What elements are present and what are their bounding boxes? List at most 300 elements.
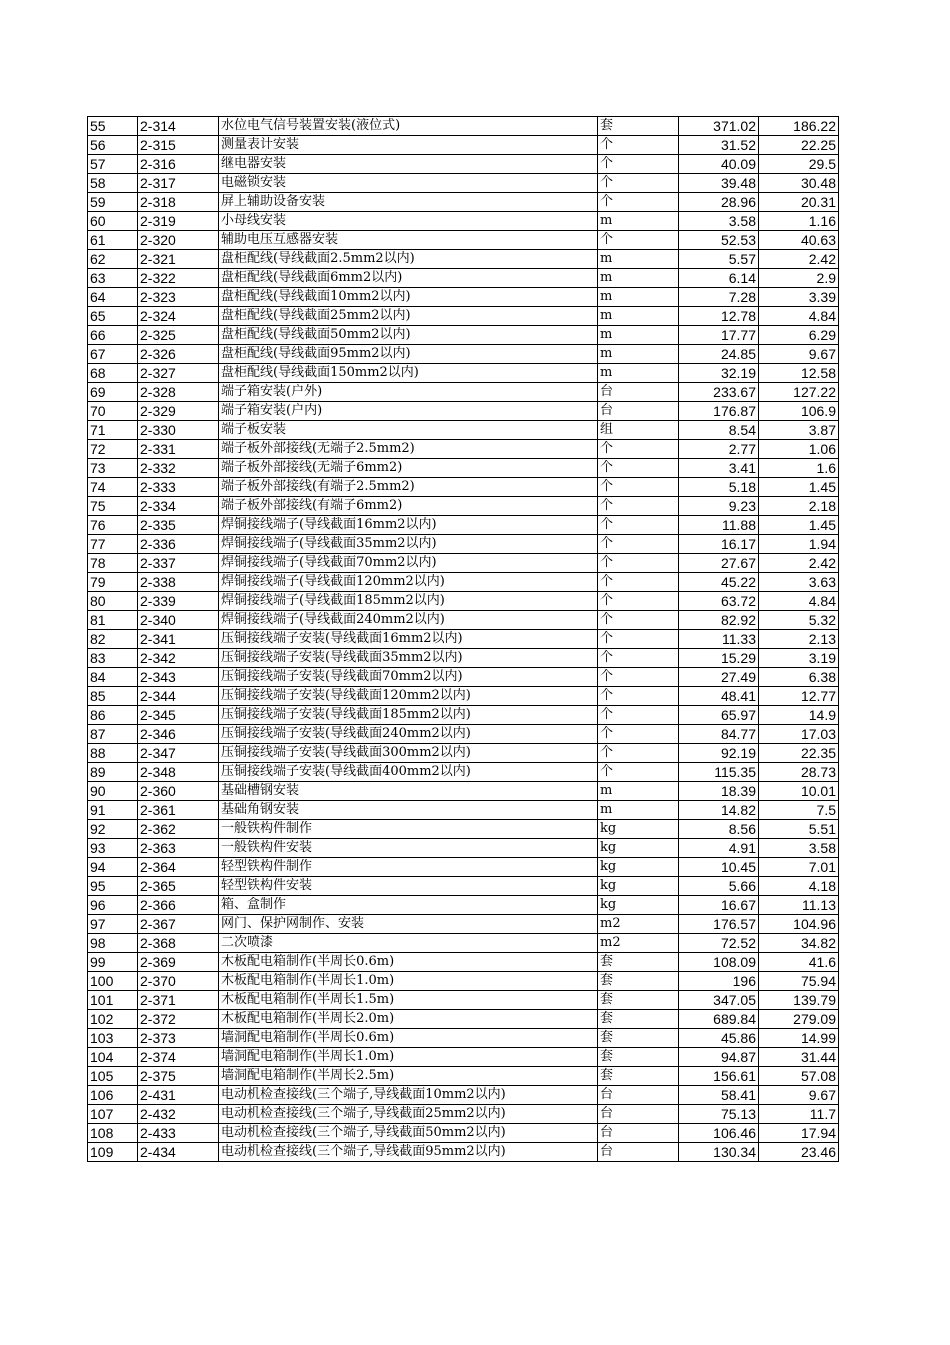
base-price-cell: 2.77 <box>679 440 759 459</box>
base-price-cell: 115.35 <box>679 763 759 782</box>
quota-code-cell: 2-368 <box>138 934 219 953</box>
table-row <box>88 706 839 725</box>
quota-code-cell: 2-327 <box>138 364 219 383</box>
table-row <box>88 877 839 896</box>
row-number-cell: 76 <box>88 516 138 535</box>
table-row <box>88 1105 839 1124</box>
unit-cell: kg <box>598 858 679 877</box>
unit-cell: 套 <box>598 972 679 991</box>
labor-cost-cell: 186.22 <box>759 117 839 136</box>
row-number-cell: 68 <box>88 364 138 383</box>
quota-code-cell: 2-324 <box>138 307 219 326</box>
labor-cost-cell: 139.79 <box>759 991 839 1010</box>
labor-cost-cell: 4.84 <box>759 307 839 326</box>
quota-code-cell: 2-372 <box>138 1010 219 1029</box>
unit-cell: 个 <box>598 706 679 725</box>
table-row <box>88 1143 839 1162</box>
item-name-cell: 焊铜接线端子(导线截面120mm2以内) <box>219 573 598 592</box>
unit-cell: 套 <box>598 1029 679 1048</box>
item-name-cell: 压铜接线端子安装(导线截面16mm2以内) <box>219 630 598 649</box>
quota-code-cell: 2-366 <box>138 896 219 915</box>
unit-cell: 台 <box>598 1105 679 1124</box>
labor-cost-cell: 2.13 <box>759 630 839 649</box>
table-row <box>88 991 839 1010</box>
base-price-cell: 45.22 <box>679 573 759 592</box>
unit-cell: 个 <box>598 554 679 573</box>
row-number-cell: 94 <box>88 858 138 877</box>
labor-cost-cell: 11.7 <box>759 1105 839 1124</box>
base-price-cell: 11.33 <box>679 630 759 649</box>
table-row <box>88 839 839 858</box>
labor-cost-cell: 3.19 <box>759 649 839 668</box>
quota-code-cell: 2-331 <box>138 440 219 459</box>
base-price-cell: 82.92 <box>679 611 759 630</box>
item-name-cell: 端子板外部接线(无端子2.5mm2) <box>219 440 598 459</box>
base-price-cell: 10.45 <box>679 858 759 877</box>
table-row <box>88 763 839 782</box>
base-price-cell: 8.54 <box>679 421 759 440</box>
base-price-cell: 84.77 <box>679 725 759 744</box>
table-row <box>88 497 839 516</box>
table-row <box>88 155 839 174</box>
base-price-cell: 689.84 <box>679 1010 759 1029</box>
row-number-cell: 107 <box>88 1105 138 1124</box>
unit-cell: 个 <box>598 763 679 782</box>
base-price-cell: 65.97 <box>679 706 759 725</box>
table-row <box>88 402 839 421</box>
unit-cell: m <box>598 212 679 231</box>
base-price-cell: 3.41 <box>679 459 759 478</box>
unit-cell: 个 <box>598 573 679 592</box>
quota-code-cell: 2-320 <box>138 231 219 250</box>
base-price-cell: 176.57 <box>679 915 759 934</box>
quota-code-cell: 2-362 <box>138 820 219 839</box>
quota-code-cell: 2-361 <box>138 801 219 820</box>
item-name-cell: 一般铁构件制作 <box>219 820 598 839</box>
labor-cost-cell: 3.63 <box>759 573 839 592</box>
quota-code-cell: 2-322 <box>138 269 219 288</box>
quota-code-cell: 2-319 <box>138 212 219 231</box>
unit-cell: 个 <box>598 440 679 459</box>
row-number-cell: 99 <box>88 953 138 972</box>
base-price-cell: 106.46 <box>679 1124 759 1143</box>
item-name-cell: 小母线安装 <box>219 212 598 231</box>
labor-cost-cell: 1.6 <box>759 459 839 478</box>
base-price-cell: 14.82 <box>679 801 759 820</box>
unit-cell: 个 <box>598 649 679 668</box>
item-name-cell: 电动机检查接线(三个端子,导线截面95mm2以内) <box>219 1143 598 1162</box>
quota-code-cell: 2-340 <box>138 611 219 630</box>
table-row <box>88 687 839 706</box>
table-row <box>88 972 839 991</box>
unit-cell: 个 <box>598 630 679 649</box>
quota-code-cell: 2-335 <box>138 516 219 535</box>
table-row <box>88 459 839 478</box>
table-row <box>88 630 839 649</box>
quota-code-cell: 2-433 <box>138 1124 219 1143</box>
labor-cost-cell: 2.18 <box>759 497 839 516</box>
table-row <box>88 440 839 459</box>
unit-cell: m <box>598 782 679 801</box>
labor-cost-cell: 7.5 <box>759 801 839 820</box>
base-price-cell: 12.78 <box>679 307 759 326</box>
labor-cost-cell: 127.22 <box>759 383 839 402</box>
quota-table <box>87 116 839 1162</box>
labor-cost-cell: 41.6 <box>759 953 839 972</box>
row-number-cell: 86 <box>88 706 138 725</box>
row-number-cell: 101 <box>88 991 138 1010</box>
base-price-cell: 371.02 <box>679 117 759 136</box>
base-price-cell: 196 <box>679 972 759 991</box>
unit-cell: 台 <box>598 383 679 402</box>
row-number-cell: 106 <box>88 1086 138 1105</box>
unit-cell: m <box>598 250 679 269</box>
quota-code-cell: 2-339 <box>138 592 219 611</box>
table-row <box>88 1067 839 1086</box>
unit-cell: m2 <box>598 915 679 934</box>
row-number-cell: 72 <box>88 440 138 459</box>
unit-cell: 个 <box>598 497 679 516</box>
row-number-cell: 65 <box>88 307 138 326</box>
row-number-cell: 93 <box>88 839 138 858</box>
labor-cost-cell: 5.32 <box>759 611 839 630</box>
table-row <box>88 573 839 592</box>
unit-cell: 个 <box>598 592 679 611</box>
table-row <box>88 307 839 326</box>
table-row <box>88 250 839 269</box>
table-row <box>88 896 839 915</box>
item-name-cell: 木板配电箱制作(半周长2.0m) <box>219 1010 598 1029</box>
item-name-cell: 焊铜接线端子(导线截面16mm2以内) <box>219 516 598 535</box>
base-price-cell: 48.41 <box>679 687 759 706</box>
unit-cell: m <box>598 801 679 820</box>
item-name-cell: 电动机检查接线(三个端子,导线截面25mm2以内) <box>219 1105 598 1124</box>
quota-code-cell: 2-332 <box>138 459 219 478</box>
quota-code-cell: 2-434 <box>138 1143 219 1162</box>
labor-cost-cell: 7.01 <box>759 858 839 877</box>
unit-cell: m <box>598 345 679 364</box>
table-row <box>88 649 839 668</box>
unit-cell: 个 <box>598 611 679 630</box>
table-row <box>88 269 839 288</box>
labor-cost-cell: 104.96 <box>759 915 839 934</box>
base-price-cell: 58.41 <box>679 1086 759 1105</box>
base-price-cell: 28.96 <box>679 193 759 212</box>
quota-code-cell: 2-336 <box>138 535 219 554</box>
labor-cost-cell: 34.82 <box>759 934 839 953</box>
table-row <box>88 364 839 383</box>
item-name-cell: 网门、保护网制作、安装 <box>219 915 598 934</box>
unit-cell: 个 <box>598 744 679 763</box>
labor-cost-cell: 2.42 <box>759 250 839 269</box>
item-name-cell: 压铜接线端子安装(导线截面400mm2以内) <box>219 763 598 782</box>
unit-cell: m2 <box>598 934 679 953</box>
base-price-cell: 5.18 <box>679 478 759 497</box>
base-price-cell: 5.66 <box>679 877 759 896</box>
table-row <box>88 136 839 155</box>
quota-code-cell: 2-373 <box>138 1029 219 1048</box>
table-row <box>88 516 839 535</box>
quota-code-cell: 2-329 <box>138 402 219 421</box>
table-row <box>88 174 839 193</box>
row-number-cell: 61 <box>88 231 138 250</box>
unit-cell: 个 <box>598 668 679 687</box>
unit-cell: 个 <box>598 136 679 155</box>
unit-cell: kg <box>598 820 679 839</box>
base-price-cell: 233.67 <box>679 383 759 402</box>
unit-cell: 套 <box>598 953 679 972</box>
labor-cost-cell: 106.9 <box>759 402 839 421</box>
base-price-cell: 16.17 <box>679 535 759 554</box>
table-row <box>88 915 839 934</box>
base-price-cell: 3.58 <box>679 212 759 231</box>
base-price-cell: 75.13 <box>679 1105 759 1124</box>
quota-code-cell: 2-337 <box>138 554 219 573</box>
item-name-cell: 压铜接线端子安装(导线截面120mm2以内) <box>219 687 598 706</box>
table-row <box>88 231 839 250</box>
item-name-cell: 盘柜配线(导线截面95mm2以内) <box>219 345 598 364</box>
quota-code-cell: 2-323 <box>138 288 219 307</box>
labor-cost-cell: 20.31 <box>759 193 839 212</box>
labor-cost-cell: 75.94 <box>759 972 839 991</box>
unit-cell: 组 <box>598 421 679 440</box>
quota-code-cell: 2-346 <box>138 725 219 744</box>
base-price-cell: 94.87 <box>679 1048 759 1067</box>
base-price-cell: 18.39 <box>679 782 759 801</box>
row-number-cell: 62 <box>88 250 138 269</box>
labor-cost-cell: 2.42 <box>759 554 839 573</box>
row-number-cell: 75 <box>88 497 138 516</box>
base-price-cell: 31.52 <box>679 136 759 155</box>
item-name-cell: 箱、盒制作 <box>219 896 598 915</box>
quota-code-cell: 2-315 <box>138 136 219 155</box>
unit-cell: 个 <box>598 535 679 554</box>
item-name-cell: 二次喷漆 <box>219 934 598 953</box>
item-name-cell: 电磁锁安装 <box>219 174 598 193</box>
quota-code-cell: 2-317 <box>138 174 219 193</box>
row-number-cell: 82 <box>88 630 138 649</box>
item-name-cell: 水位电气信号装置安装(液位式) <box>219 117 598 136</box>
table-row <box>88 725 839 744</box>
labor-cost-cell: 10.01 <box>759 782 839 801</box>
table-row <box>88 1029 839 1048</box>
table-row <box>88 117 839 136</box>
labor-cost-cell: 1.94 <box>759 535 839 554</box>
quota-code-cell: 2-370 <box>138 972 219 991</box>
unit-cell: 个 <box>598 174 679 193</box>
item-name-cell: 盘柜配线(导线截面50mm2以内) <box>219 326 598 345</box>
item-name-cell: 焊铜接线端子(导线截面70mm2以内) <box>219 554 598 573</box>
quota-code-cell: 2-333 <box>138 478 219 497</box>
unit-cell: m <box>598 307 679 326</box>
row-number-cell: 67 <box>88 345 138 364</box>
item-name-cell: 盘柜配线(导线截面2.5mm2以内) <box>219 250 598 269</box>
unit-cell: m <box>598 269 679 288</box>
item-name-cell: 一般铁构件安装 <box>219 839 598 858</box>
unit-cell: 个 <box>598 725 679 744</box>
row-number-cell: 64 <box>88 288 138 307</box>
quota-code-cell: 2-347 <box>138 744 219 763</box>
base-price-cell: 130.34 <box>679 1143 759 1162</box>
row-number-cell: 60 <box>88 212 138 231</box>
labor-cost-cell: 28.73 <box>759 763 839 782</box>
unit-cell: m <box>598 326 679 345</box>
item-name-cell: 端子箱安装(户内) <box>219 402 598 421</box>
item-name-cell: 墙洞配电箱制作(半周长0.6m) <box>219 1029 598 1048</box>
table-row <box>88 345 839 364</box>
quota-code-cell: 2-316 <box>138 155 219 174</box>
item-name-cell: 轻型铁构件制作 <box>219 858 598 877</box>
base-price-cell: 15.29 <box>679 649 759 668</box>
item-name-cell: 盘柜配线(导线截面150mm2以内) <box>219 364 598 383</box>
quota-code-cell: 2-328 <box>138 383 219 402</box>
item-name-cell: 屏上辅助设备安装 <box>219 193 598 212</box>
unit-cell: 套 <box>598 1048 679 1067</box>
base-price-cell: 92.19 <box>679 744 759 763</box>
labor-cost-cell: 12.77 <box>759 687 839 706</box>
quota-code-cell: 2-363 <box>138 839 219 858</box>
base-price-cell: 156.61 <box>679 1067 759 1086</box>
item-name-cell: 电动机检查接线(三个端子,导线截面50mm2以内) <box>219 1124 598 1143</box>
labor-cost-cell: 57.08 <box>759 1067 839 1086</box>
row-number-cell: 79 <box>88 573 138 592</box>
row-number-cell: 55 <box>88 117 138 136</box>
base-price-cell: 63.72 <box>679 592 759 611</box>
quota-code-cell: 2-345 <box>138 706 219 725</box>
row-number-cell: 89 <box>88 763 138 782</box>
labor-cost-cell: 29.5 <box>759 155 839 174</box>
labor-cost-cell: 279.09 <box>759 1010 839 1029</box>
unit-cell: 个 <box>598 459 679 478</box>
item-name-cell: 测量表计安装 <box>219 136 598 155</box>
quota-table-body <box>88 117 839 1162</box>
table-row <box>88 1010 839 1029</box>
base-price-cell: 347.05 <box>679 991 759 1010</box>
row-number-cell: 109 <box>88 1143 138 1162</box>
base-price-cell: 8.56 <box>679 820 759 839</box>
table-row <box>88 478 839 497</box>
row-number-cell: 95 <box>88 877 138 896</box>
table-row <box>88 782 839 801</box>
table-row <box>88 934 839 953</box>
labor-cost-cell: 14.9 <box>759 706 839 725</box>
row-number-cell: 108 <box>88 1124 138 1143</box>
row-number-cell: 69 <box>88 383 138 402</box>
table-row <box>88 326 839 345</box>
row-number-cell: 71 <box>88 421 138 440</box>
table-row <box>88 611 839 630</box>
row-number-cell: 92 <box>88 820 138 839</box>
quota-code-cell: 2-330 <box>138 421 219 440</box>
unit-cell: 套 <box>598 117 679 136</box>
labor-cost-cell: 17.03 <box>759 725 839 744</box>
row-number-cell: 74 <box>88 478 138 497</box>
table-row <box>88 858 839 877</box>
table-row <box>88 592 839 611</box>
unit-cell: 个 <box>598 231 679 250</box>
table-row <box>88 554 839 573</box>
item-name-cell: 墙洞配电箱制作(半周长2.5m) <box>219 1067 598 1086</box>
quota-code-cell: 2-318 <box>138 193 219 212</box>
quota-code-cell: 2-374 <box>138 1048 219 1067</box>
item-name-cell: 电动机检查接线(三个端子,导线截面10mm2以内) <box>219 1086 598 1105</box>
row-number-cell: 84 <box>88 668 138 687</box>
quota-code-cell: 2-314 <box>138 117 219 136</box>
row-number-cell: 88 <box>88 744 138 763</box>
quota-code-cell: 2-348 <box>138 763 219 782</box>
labor-cost-cell: 6.38 <box>759 668 839 687</box>
unit-cell: kg <box>598 839 679 858</box>
labor-cost-cell: 40.63 <box>759 231 839 250</box>
item-name-cell: 墙洞配电箱制作(半周长1.0m) <box>219 1048 598 1067</box>
base-price-cell: 24.85 <box>679 345 759 364</box>
row-number-cell: 102 <box>88 1010 138 1029</box>
item-name-cell: 木板配电箱制作(半周长0.6m) <box>219 953 598 972</box>
base-price-cell: 6.14 <box>679 269 759 288</box>
row-number-cell: 91 <box>88 801 138 820</box>
quota-code-cell: 2-360 <box>138 782 219 801</box>
base-price-cell: 27.49 <box>679 668 759 687</box>
unit-cell: kg <box>598 877 679 896</box>
quota-code-cell: 2-326 <box>138 345 219 364</box>
table-row <box>88 421 839 440</box>
item-name-cell: 基础槽钢安装 <box>219 782 598 801</box>
row-number-cell: 105 <box>88 1067 138 1086</box>
unit-cell: 个 <box>598 193 679 212</box>
item-name-cell: 盘柜配线(导线截面6mm2以内) <box>219 269 598 288</box>
table-row <box>88 953 839 972</box>
quota-code-cell: 2-364 <box>138 858 219 877</box>
row-number-cell: 104 <box>88 1048 138 1067</box>
row-number-cell: 57 <box>88 155 138 174</box>
row-number-cell: 80 <box>88 592 138 611</box>
base-price-cell: 39.48 <box>679 174 759 193</box>
item-name-cell: 辅助电压互感器安装 <box>219 231 598 250</box>
unit-cell: 个 <box>598 687 679 706</box>
row-number-cell: 90 <box>88 782 138 801</box>
item-name-cell: 盘柜配线(导线截面10mm2以内) <box>219 288 598 307</box>
row-number-cell: 59 <box>88 193 138 212</box>
table-row <box>88 801 839 820</box>
unit-cell: kg <box>598 896 679 915</box>
base-price-cell: 176.87 <box>679 402 759 421</box>
labor-cost-cell: 6.29 <box>759 326 839 345</box>
unit-cell: m <box>598 364 679 383</box>
unit-cell: 台 <box>598 402 679 421</box>
row-number-cell: 96 <box>88 896 138 915</box>
row-number-cell: 103 <box>88 1029 138 1048</box>
row-number-cell: 70 <box>88 402 138 421</box>
item-name-cell: 盘柜配线(导线截面25mm2以内) <box>219 307 598 326</box>
base-price-cell: 4.91 <box>679 839 759 858</box>
labor-cost-cell: 3.58 <box>759 839 839 858</box>
table-row <box>88 193 839 212</box>
labor-cost-cell: 9.67 <box>759 1086 839 1105</box>
base-price-cell: 40.09 <box>679 155 759 174</box>
row-number-cell: 87 <box>88 725 138 744</box>
table-row <box>88 1086 839 1105</box>
item-name-cell: 端子板外部接线(无端子6mm2) <box>219 459 598 478</box>
quota-code-cell: 2-341 <box>138 630 219 649</box>
table-row <box>88 1124 839 1143</box>
labor-cost-cell: 4.84 <box>759 592 839 611</box>
labor-cost-cell: 23.46 <box>759 1143 839 1162</box>
quota-code-cell: 2-365 <box>138 877 219 896</box>
base-price-cell: 11.88 <box>679 516 759 535</box>
quota-code-cell: 2-343 <box>138 668 219 687</box>
row-number-cell: 63 <box>88 269 138 288</box>
quota-code-cell: 2-334 <box>138 497 219 516</box>
